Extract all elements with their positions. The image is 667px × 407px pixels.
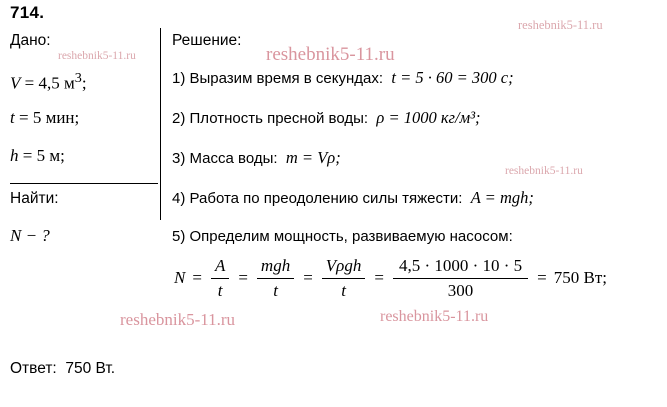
fraction-1-denominator: t [217,280,223,300]
solution-title: Решение: [172,32,242,49]
fraction-1-bar [211,278,229,279]
fraction-2-numerator: mgh [260,256,291,275]
solution-step-1 [172,68,514,88]
formula-lhs: N [174,268,186,288]
fraction-4-numerator: 4,5 · 1000 · 10 · 5 [398,256,523,275]
solution-step-2 [172,108,481,128]
given-line-height [10,146,65,166]
formula-equals-3: = [303,268,313,288]
formula-equals-5: = [537,268,547,288]
given-val-v: = 4,5 м [20,73,75,93]
given-var-v: V [10,73,21,93]
fraction-4-denominator: 300 [447,280,474,300]
fraction-3-bar [322,278,366,279]
given-val-t: = 5 мин; [14,108,80,127]
fraction-4-bar [393,278,528,279]
find-value: N − ? [10,226,50,245]
fraction-2-bar [257,278,294,279]
given-val-h: = 5 м; [18,146,65,165]
fraction-3-numerator: Vρgh [325,256,362,275]
answer-label: Ответ: [10,360,57,377]
given-line-time [10,108,79,128]
given-var-h: h [10,146,19,165]
watermark: reshebnik5-11.ru [518,18,603,32]
solution-step-1-label: 1) Выразим время в секундах: [172,70,384,87]
given-var-t: t [10,108,15,127]
problem-number-value: 714 [10,3,40,22]
solution-step-3-label: 3) Масса воды: [172,150,278,167]
solution-step-4 [172,188,534,208]
solution-step-4-label: 4) Работа по преодолению силы тяжести: [172,190,463,207]
solution-step-1-math: t = 5 · 60 = 300 с; [391,68,514,87]
solution-step-3 [172,148,341,168]
solution-step-5-label: 5) Определим мощность, развиваемую насосом: [172,228,513,245]
power-formula [174,256,607,300]
given-tail-v: ; [81,73,87,93]
answer-value: 750 Вт. [65,360,116,377]
fraction-work-over-time [211,256,229,300]
problem-number [10,3,44,23]
fraction-mgh-over-time [257,256,294,300]
solution-step-3-math: m = Vρ; [285,148,341,167]
formula-equals-4: = [374,268,384,288]
fraction-2-denominator: t [273,280,278,300]
fraction-vrgh-over-time [322,256,366,300]
answer-line [10,360,115,378]
solution-step-5 [172,228,513,245]
watermark: reshebnik5-11.ru [380,308,489,325]
watermark: reshebnik5-11.ru [120,310,236,329]
problem-number-dot: . [39,3,45,22]
solution-step-2-label: 2) Плотность пресной воды: [172,110,369,127]
solution-step-4-math: A = mgh; [470,188,534,207]
given-vertical-rule [160,28,161,220]
fraction-numeric [393,256,528,300]
watermark: reshebnik5-11.ru [505,165,583,177]
formula-equals-1: = [192,268,202,288]
watermark: reshebnik5-11.ru [58,50,136,62]
formula-result: 750 Вт; [553,268,608,288]
given-line-volume [10,70,87,94]
formula-equals-2: = [238,268,248,288]
given-sup-v: 3 [74,70,82,86]
find-title: Найти: [10,190,59,207]
given-horizontal-rule [10,183,158,184]
fraction-1-numerator: A [214,256,226,275]
given-title: Дано: [10,32,51,49]
watermark: reshebnik5-11.ru [266,44,395,65]
fraction-3-denominator: t [341,280,346,300]
solution-step-2-math: ρ = 1000 кг/м³; [376,108,481,127]
